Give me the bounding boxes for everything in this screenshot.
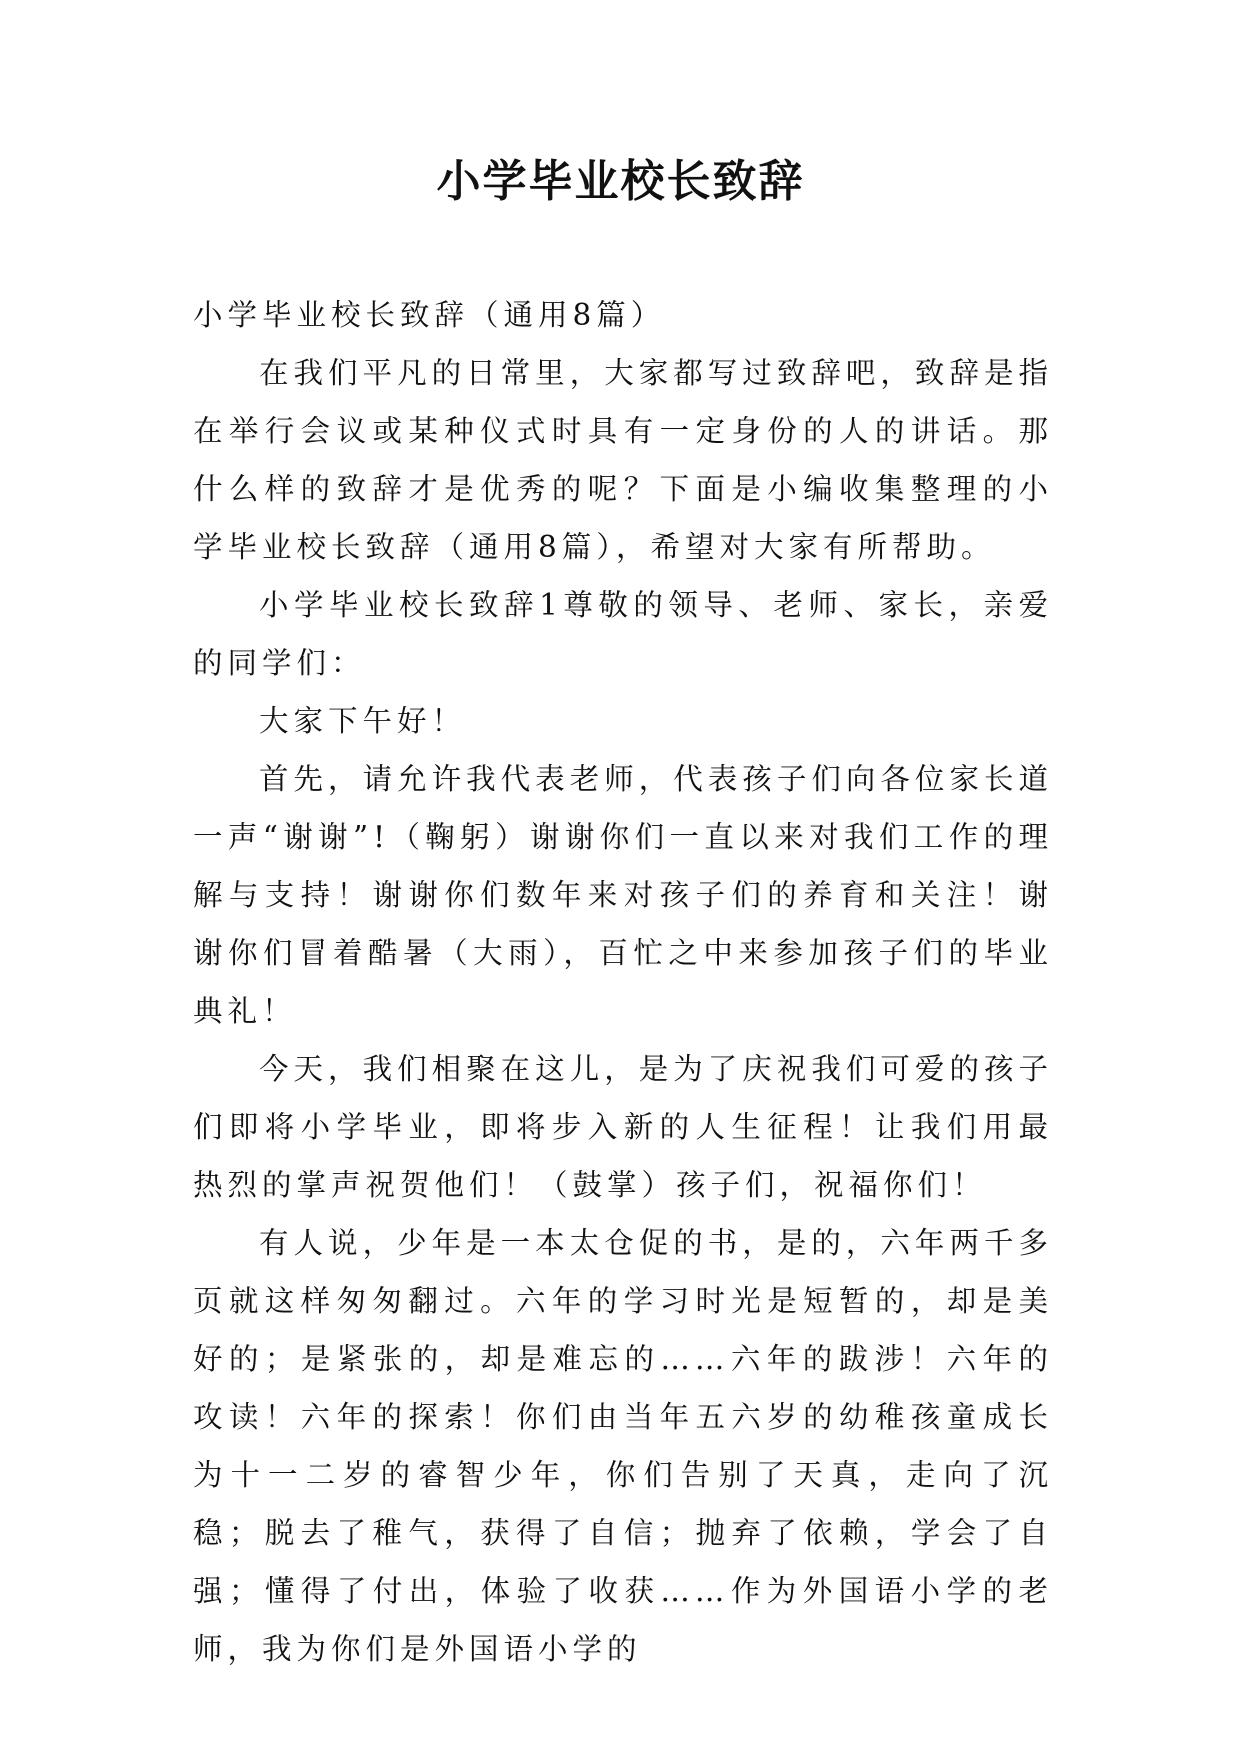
speech-heading-paragraph: 小学毕业校长致辞1尊敬的领导、老师、家长，亲爱的同学们： bbox=[193, 588, 1053, 680]
document-subtitle: 小学毕业校长致辞（通用8篇） bbox=[193, 298, 666, 332]
celebration-paragraph: 今天，我们相聚在这儿，是为了庆祝我们可爱的孩子们即将小学毕业，即将步入新的人生征程！让我们用最热烈的掌声祝贺他们！（鼓掌）孩子们，祝福你们！ bbox=[193, 1052, 1053, 1202]
document-title: 小学毕业校长致辞 bbox=[436, 156, 805, 207]
document-body bbox=[193, 286, 1053, 1678]
greeting-paragraph: 大家下午好！ bbox=[259, 704, 467, 738]
thanks-paragraph: 首先，请允许我代表老师，代表孩子们向各位家长道一声“谢谢”!（鞠躬）谢谢你们一直以来对我们工作的理解与支持！谢谢你们数年来对孩子们的养育和关注！谢谢你们冒着酷暑（大雨），百忙之中来参加孩子们的毕业典礼！ bbox=[193, 762, 1053, 1028]
reflection-paragraph: 有人说，少年是一本太仓促的书，是的，六年两千多页就这样匆匆翻过。六年的学习时光是短暂的，却是美好的；是紧张的，却是难忘的……六年的跋涉！六年的攻读！六年的探索！你们由当年五六岁的幼稚孩童成长为十一二岁的睿智少年，你们告别了天真，走向了沉稳；脱去了稚气，获得了自信；抛弃了依赖，学会了自强；懂得了付出，体验了收获……作为外国语小学的老师，我为你们是外国语小学的 bbox=[193, 1226, 1053, 1666]
intro-paragraph: 在我们平凡的日常里，大家都写过致辞吧，致辞是指在举行会议或某种仪式时具有一定身份的人的讲话。那什么样的致辞才是优秀的呢？下面是小编收集整理的小学毕业校长致辞（通用8篇），希望对大家有所帮助。 bbox=[193, 356, 1053, 564]
